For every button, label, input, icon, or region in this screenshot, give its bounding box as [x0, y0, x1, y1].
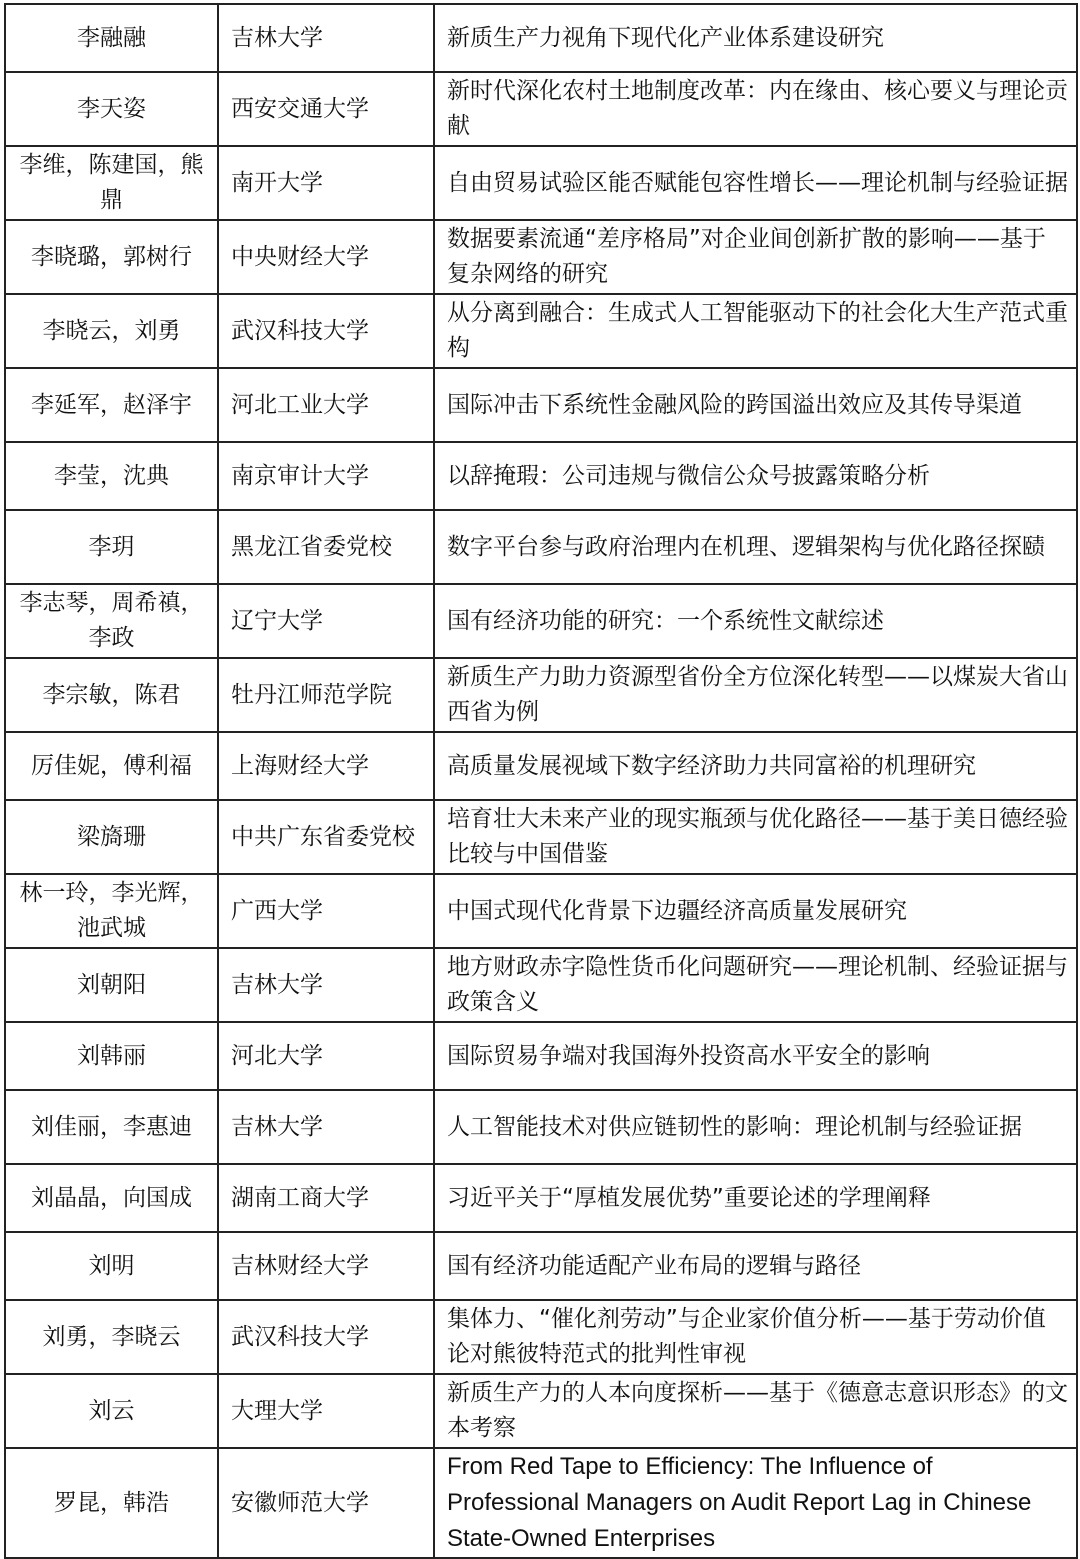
- author-cell: 厉佳妮，傅利福: [5, 732, 218, 800]
- institution-cell: 广西大学: [218, 874, 434, 948]
- table-row: [5, 800, 1077, 874]
- table-row: [5, 72, 1077, 146]
- title-cell: 国有经济功能的研究：一个系统性文献综述: [434, 584, 1077, 658]
- author-cell: 李莹，沈典: [5, 442, 218, 510]
- table-row: [5, 874, 1077, 948]
- institution-cell: 上海财经大学: [218, 732, 434, 800]
- table-row: [5, 1164, 1077, 1232]
- title-cell: 人工智能技术对供应链韧性的影响：理论机制与经验证据: [434, 1090, 1077, 1164]
- title-cell: 数据要素流通“差序格局”对企业间创新扩散的影响——基于复杂网络的研究: [434, 220, 1077, 294]
- institution-cell: 安徽师范大学: [218, 1448, 434, 1558]
- title-cell: 新时代深化农村土地制度改革：内在缘由、核心要义与理论贡献: [434, 72, 1077, 146]
- author-cell: 李玥: [5, 510, 218, 584]
- title-cell: 数字平台参与政府治理内在机理、逻辑架构与优化路径探赜: [434, 510, 1077, 584]
- title-cell: 新质生产力视角下现代化产业体系建设研究: [434, 4, 1077, 72]
- author-cell: 梁旖珊: [5, 800, 218, 874]
- table-row: [5, 4, 1077, 72]
- institution-cell: 吉林大学: [218, 948, 434, 1022]
- title-cell: 中国式现代化背景下边疆经济高质量发展研究: [434, 874, 1077, 948]
- author-cell: 李天姿: [5, 72, 218, 146]
- table-row: [5, 732, 1077, 800]
- institution-cell: 中共广东省委党校: [218, 800, 434, 874]
- title-cell: 高质量发展视域下数字经济助力共同富裕的机理研究: [434, 732, 1077, 800]
- title-cell: 从分离到融合：生成式人工智能驱动下的社会化大生产范式重构: [434, 294, 1077, 368]
- title-cell: 新质生产力助力资源型省份全方位深化转型——以煤炭大省山西省为例: [434, 658, 1077, 732]
- author-cell: 李延军，赵泽宇: [5, 368, 218, 442]
- institution-cell: 武汉科技大学: [218, 1300, 434, 1374]
- author-cell: 李融融: [5, 4, 218, 72]
- table-row: [5, 1022, 1077, 1090]
- table-row: [5, 1300, 1077, 1374]
- author-cell: 刘佳丽，李惠迪: [5, 1090, 218, 1164]
- institution-cell: 南京审计大学: [218, 442, 434, 510]
- institution-cell: 河北大学: [218, 1022, 434, 1090]
- papers-table: [4, 3, 1078, 1559]
- institution-cell: 黑龙江省委党校: [218, 510, 434, 584]
- author-cell: 刘朝阳: [5, 948, 218, 1022]
- author-cell: 李晓云，刘勇: [5, 294, 218, 368]
- author-cell: 李志琴，周希禛，李政: [5, 584, 218, 658]
- institution-cell: 河北工业大学: [218, 368, 434, 442]
- author-cell: 刘明: [5, 1232, 218, 1300]
- title-cell: From Red Tape to Efficiency: The Influence of Professional Managers on Audit Report Lag in Chinese State-Owned Enterprises: [434, 1448, 1077, 1558]
- institution-cell: 南开大学: [218, 146, 434, 220]
- table-row: [5, 368, 1077, 442]
- title-cell: 以辞掩瑕：公司违规与微信公众号披露策略分析: [434, 442, 1077, 510]
- institution-cell: 吉林大学: [218, 4, 434, 72]
- title-cell: 国际冲击下系统性金融风险的跨国溢出效应及其传导渠道: [434, 368, 1077, 442]
- institution-cell: 武汉科技大学: [218, 294, 434, 368]
- author-cell: 刘云: [5, 1374, 218, 1448]
- title-cell: 集体力、“催化剂劳动”与企业家价值分析——基于劳动价值论对熊彼特范式的批判性审视: [434, 1300, 1077, 1374]
- table-row: [5, 1374, 1077, 1448]
- table-row: [5, 220, 1077, 294]
- title-cell: 习近平关于“厚植发展优势”重要论述的学理阐释: [434, 1164, 1077, 1232]
- table-row: [5, 294, 1077, 368]
- table-row: [5, 1090, 1077, 1164]
- institution-cell: 湖南工商大学: [218, 1164, 434, 1232]
- institution-cell: 辽宁大学: [218, 584, 434, 658]
- title-cell: 自由贸易试验区能否赋能包容性增长——理论机制与经验证据: [434, 146, 1077, 220]
- table-row: [5, 1232, 1077, 1300]
- author-cell: 李晓璐，郭树行: [5, 220, 218, 294]
- table-row: [5, 1448, 1077, 1558]
- institution-cell: 西安交通大学: [218, 72, 434, 146]
- table-row: [5, 948, 1077, 1022]
- table-row: [5, 146, 1077, 220]
- institution-cell: 吉林财经大学: [218, 1232, 434, 1300]
- author-cell: 刘勇，李晓云: [5, 1300, 218, 1374]
- table-row: [5, 658, 1077, 732]
- author-cell: 李宗敏，陈君: [5, 658, 218, 732]
- table-row: [5, 510, 1077, 584]
- table-row: [5, 442, 1077, 510]
- institution-cell: 中央财经大学: [218, 220, 434, 294]
- title-cell: 国有经济功能适配产业布局的逻辑与路径: [434, 1232, 1077, 1300]
- institution-cell: 吉林大学: [218, 1090, 434, 1164]
- author-cell: 罗昆，韩浩: [5, 1448, 218, 1558]
- table-row: [5, 584, 1077, 658]
- institution-cell: 牡丹江师范学院: [218, 658, 434, 732]
- title-cell: 地方财政赤字隐性货币化问题研究——理论机制、经验证据与政策含义: [434, 948, 1077, 1022]
- author-cell: 刘韩丽: [5, 1022, 218, 1090]
- author-cell: 刘晶晶，向国成: [5, 1164, 218, 1232]
- institution-cell: 大理大学: [218, 1374, 434, 1448]
- title-cell: 培育壮大未来产业的现实瓶颈与优化路径——基于美日德经验比较与中国借鉴: [434, 800, 1077, 874]
- author-cell: 林一玲，李光辉，池武城: [5, 874, 218, 948]
- title-cell: 国际贸易争端对我国海外投资高水平安全的影响: [434, 1022, 1077, 1090]
- title-cell: 新质生产力的人本向度探析——基于《德意志意识形态》的文本考察: [434, 1374, 1077, 1448]
- author-cell: 李维，陈建国，熊鼎: [5, 146, 218, 220]
